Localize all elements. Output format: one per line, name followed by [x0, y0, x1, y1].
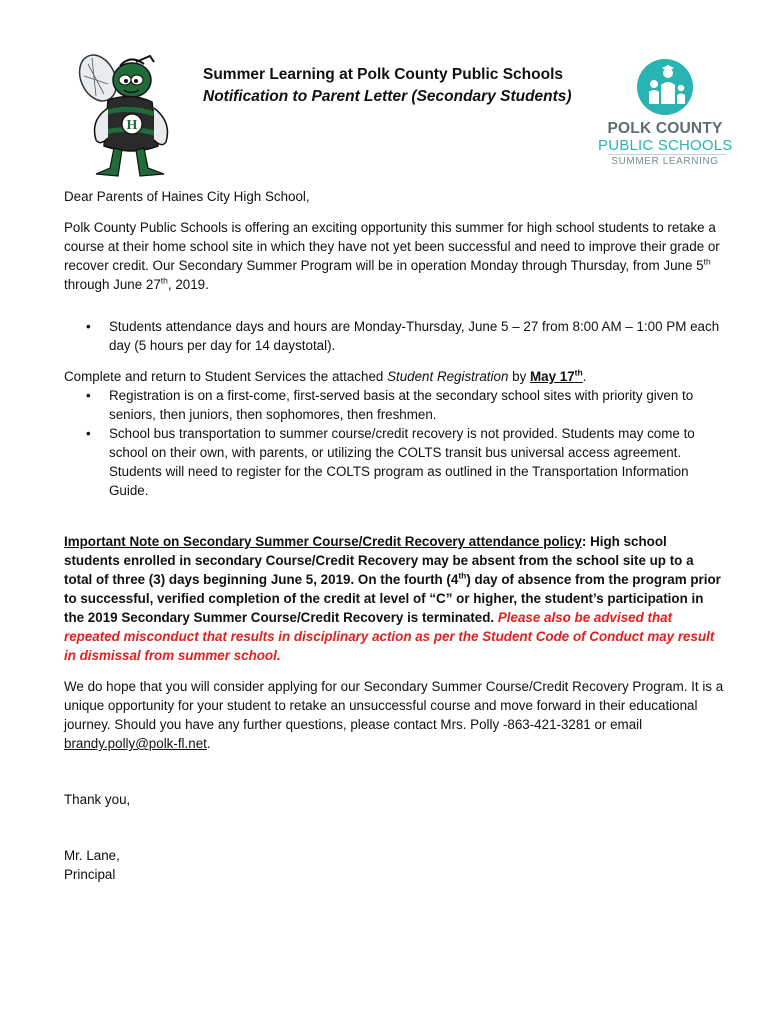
- deadline-sup: th: [574, 367, 583, 378]
- registration-instruction: [64, 367, 724, 386]
- family-icon: [636, 58, 694, 116]
- logo-divider: [608, 154, 726, 155]
- closing-text: We do hope that you will consider applying for our Secondary Summer Course/Credit Recovery Program. It is a unique opportunity for your student to retake an unsuccessful course and move forward in their educational journey. Should you have any further questions, please contact Mrs. Polly -863-421-3281 or email: [64, 679, 724, 732]
- intro-paragraph: [64, 218, 724, 294]
- hornet-mascot-icon: [74, 50, 178, 180]
- intro-text-1: Polk County Public Schools is offering an exciting opportunity this summer for high school students to retake a course at their home school site in which they have not yet been successful and need to improve their grade or recover credit. Our Secondary Summer Program will be in operation Monday through Thursday, from June 5: [64, 220, 720, 273]
- logo-line-2: PUBLIC SCHOOLS: [598, 137, 733, 154]
- closing-paragraph: [64, 677, 724, 753]
- list-item: [64, 317, 724, 355]
- registration-priority-text: Registration is on a first-come, first-served basis at the secondary school sites with priority given to seniors, then juniors, then sophomores, then freshmen.: [109, 388, 694, 422]
- signature-title: Principal: [64, 867, 116, 882]
- instruction-end: .: [582, 369, 587, 384]
- sign-off: Thank you,: [64, 792, 131, 807]
- letter-title: Summer Learning at Polk County Public Schools: [203, 66, 564, 83]
- attendance-text: Students attendance days and hours are Monday-Thursday, June 5 – 27 from 8:00 AM – 1:00 PM each day (5 hours per day for 14 daystotal).: [109, 319, 720, 353]
- signature-name: Mr. Lane,: [64, 848, 120, 863]
- mascot-letter: H: [126, 118, 138, 133]
- logo-line-3: SUMMER LEARNING: [611, 156, 719, 167]
- policy-text-2: ) day of absence from the program prior to successful, verified completion of the credit at level of “C” or higher, the student’s participation in the 2019 Secondary Summer Course/Credit Recovery is terminated.: [64, 572, 721, 625]
- bullet-icon: •: [86, 319, 91, 334]
- contact-email-link[interactable]: brandy.polly@polk-fl.net: [64, 736, 207, 751]
- instruction-by: by: [508, 369, 530, 384]
- letter-title-block: [203, 64, 603, 108]
- intro-text-2: through June 27: [64, 277, 161, 292]
- salutation: Dear Parents of Haines City High School,: [64, 189, 310, 204]
- attendance-policy-note: [64, 532, 724, 665]
- intro-text-3: , 2019.: [167, 277, 209, 292]
- intro-sup-1: th: [703, 256, 711, 267]
- bullet-icon: •: [86, 388, 91, 403]
- bullet-icon: •: [86, 426, 91, 441]
- policy-colon: :: [581, 534, 587, 549]
- list-item: [64, 424, 724, 500]
- registration-form-name: Student Registration: [387, 369, 509, 384]
- transportation-text: School bus transportation to summer course/credit recovery is not provided. Students may come to school on their own, with parents, or utilizing the COLTS transit bus universal access agreement. Students will need to register for the COLTS program as outlined in the Transportation Information Guide.: [109, 426, 695, 498]
- list-item: [64, 386, 724, 424]
- deadline-text: May 17: [530, 369, 575, 384]
- intro-sup-2: th: [160, 275, 168, 286]
- logo-line-1: POLK COUNTY: [607, 120, 723, 137]
- policy-sup: th: [458, 570, 467, 581]
- instruction-text: Complete and return to Student Services the attached: [64, 369, 388, 384]
- registration-deadline: [530, 369, 583, 384]
- misconduct-warning: Please also be advised that repeated misconduct that results in disciplinary action as per the Student Code of Conduct may result in dismissal from summer school.: [64, 610, 715, 663]
- policy-text-1: High school students enrolled in secondary Course/Credit Recovery may be absent from the school site up to a total of three (3) days beginning June 5, 2019. On the fourth (4: [64, 534, 694, 587]
- attendance-list: [64, 317, 724, 355]
- policy-heading: Important Note on Secondary Summer Course/Credit Recovery attendance policy: [64, 534, 582, 549]
- signature-block: [64, 846, 724, 884]
- district-logo: [598, 58, 732, 170]
- closing-end: .: [206, 736, 211, 751]
- letter-subtitle: Notification to Parent Letter (Secondary Students): [203, 88, 572, 105]
- registration-list: [64, 386, 724, 500]
